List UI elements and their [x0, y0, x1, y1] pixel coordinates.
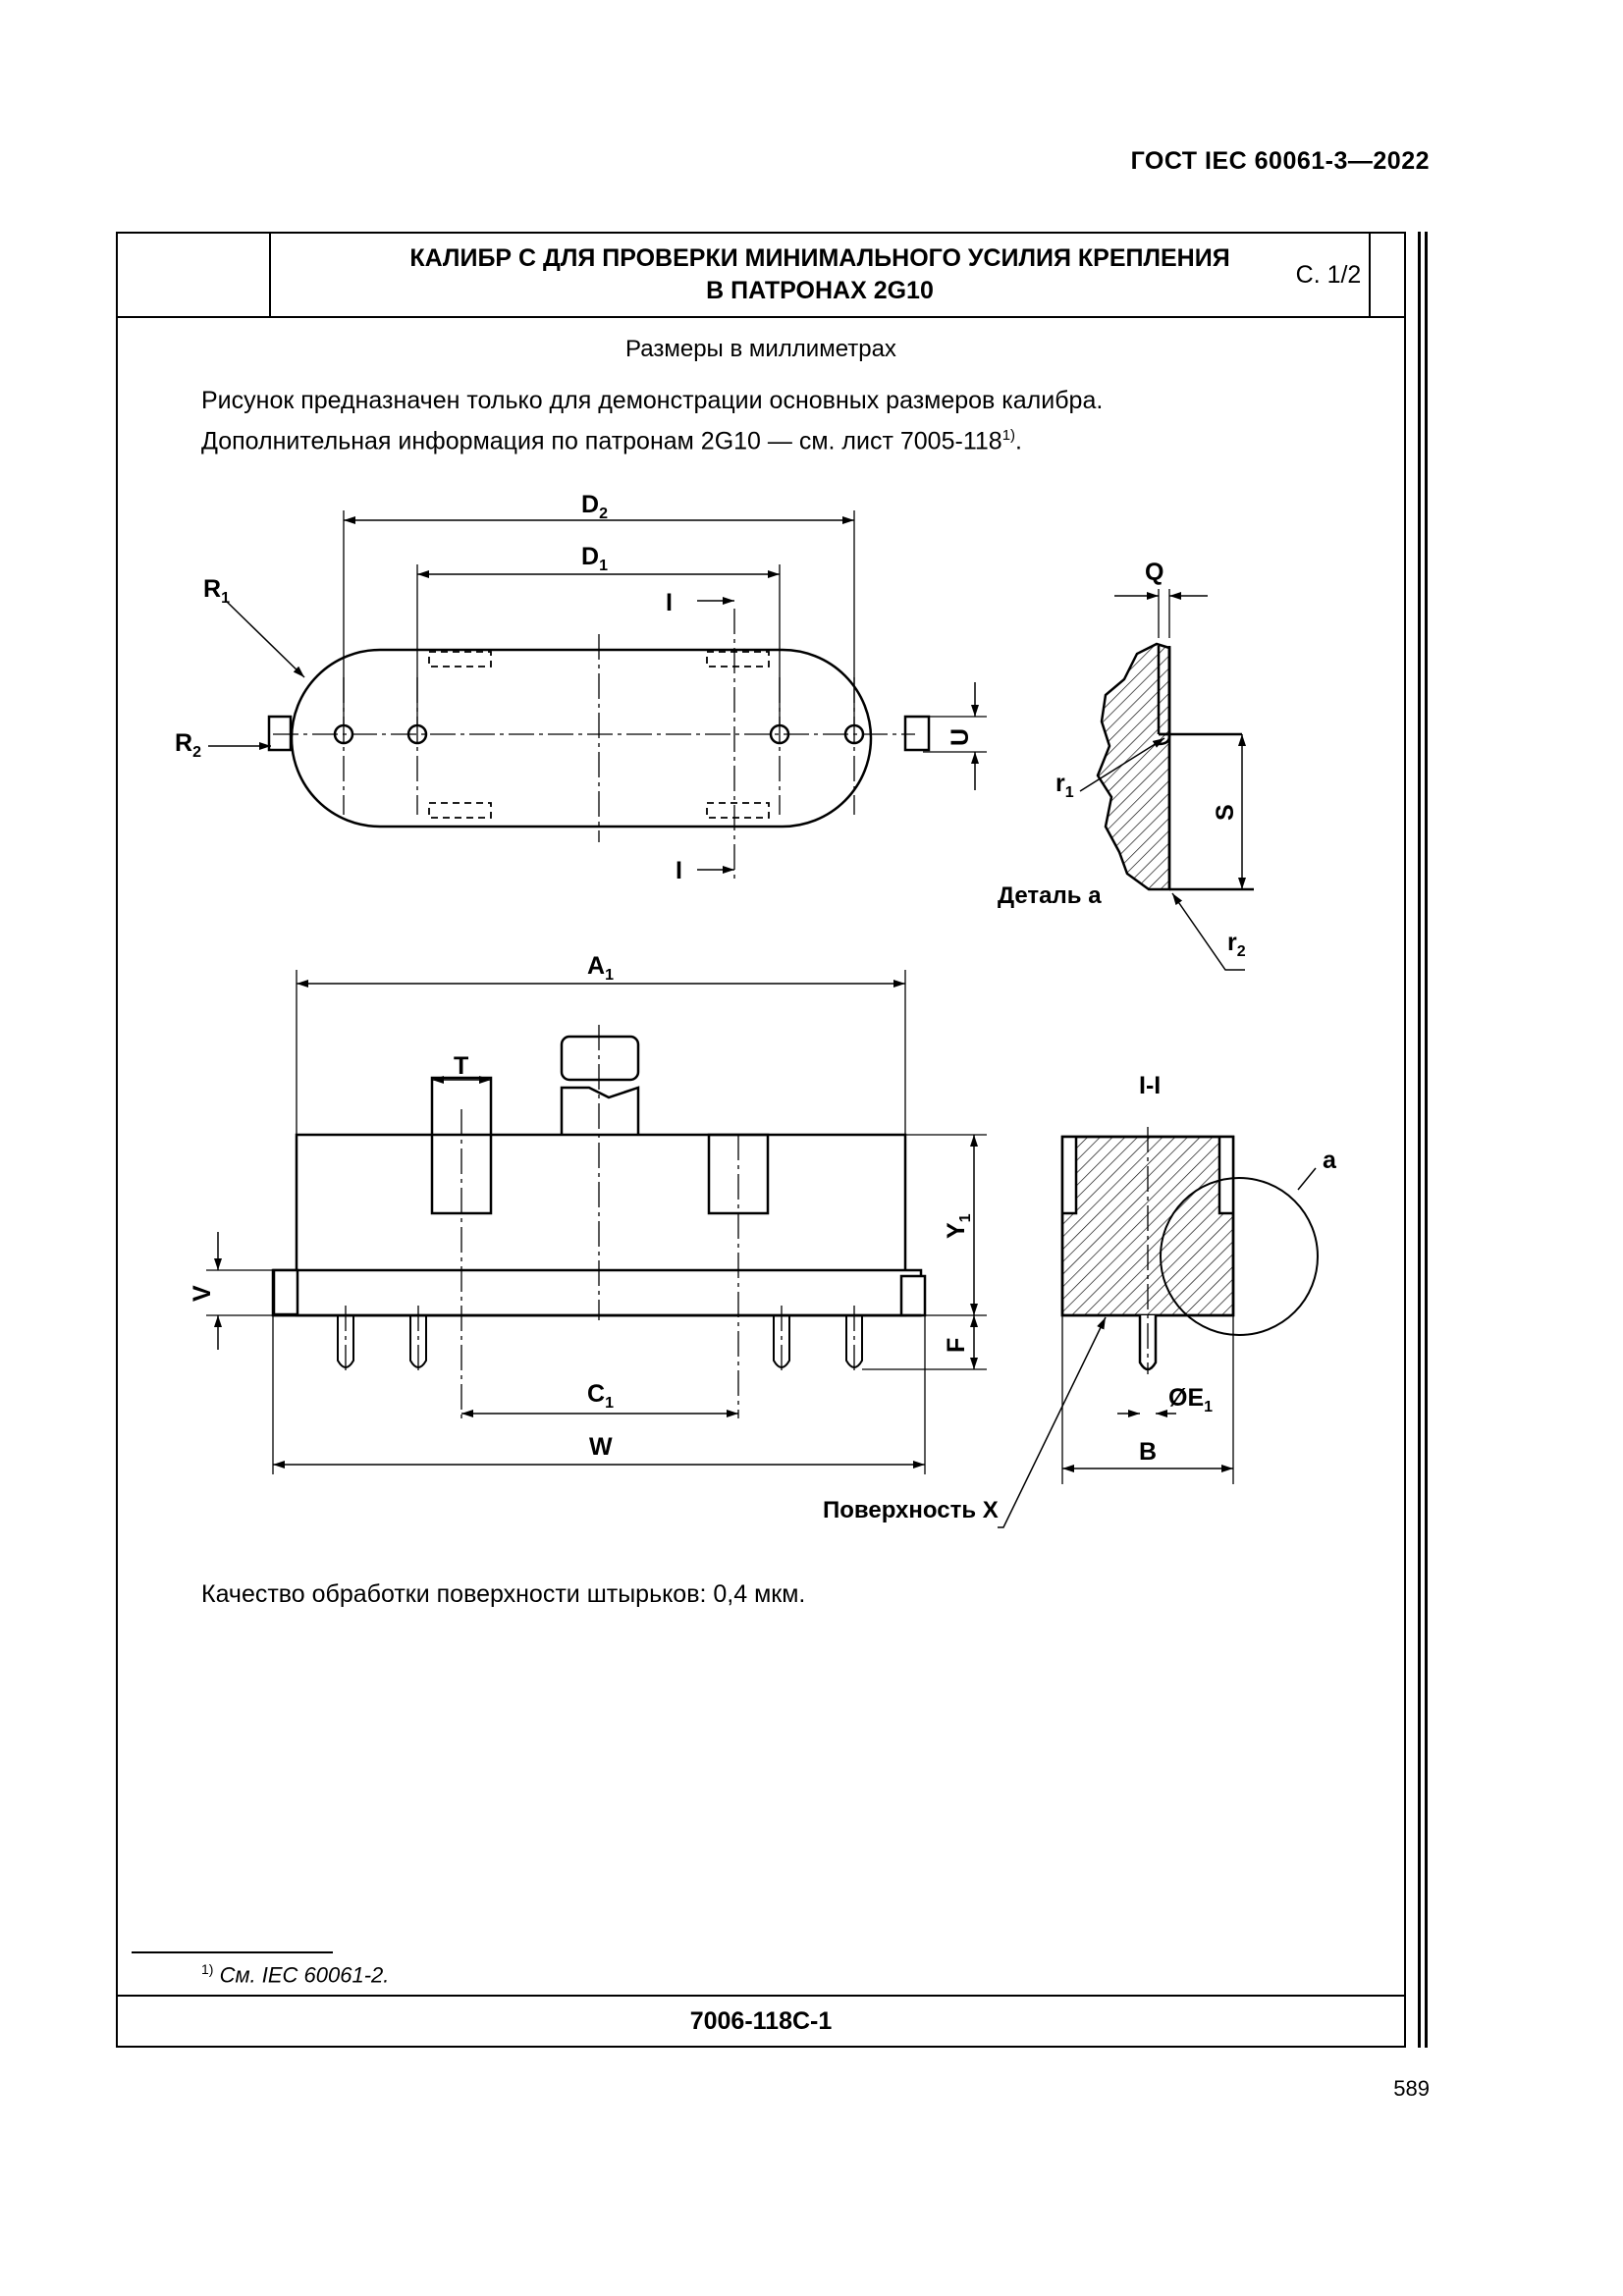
label-r1: $r_1$: [1055, 770, 1074, 801]
leader-R1: [226, 601, 304, 677]
label-W: W: [589, 1433, 613, 1461]
surface-finish-note: Качество обработки поверхности штырьков: 0,4 мкм.: [201, 1580, 806, 1608]
label-S: S: [1212, 804, 1239, 821]
label-surface-x: Поверхность X: [823, 1497, 999, 1523]
label-E1: $ØE_1$: [1168, 1384, 1214, 1415]
label-section-II: I-I: [1139, 1072, 1162, 1099]
detail-a: [1080, 589, 1254, 970]
label-U: U: [947, 727, 974, 746]
extension-lines: [344, 510, 987, 752]
sheet-number: С. 1/2: [1295, 260, 1362, 289]
tab-right: [901, 1276, 925, 1315]
page-number: 589: [1393, 2076, 1430, 2101]
centre-post-top: [562, 1037, 638, 1080]
label-A1: $A_1$: [587, 952, 614, 984]
side-view-labels: [189, 952, 974, 1461]
label-detail-a: Деталь а: [998, 882, 1102, 909]
intro-line1: Рисунок предназначен только для демонстрации основных размеров калибра.: [201, 387, 1104, 414]
units-note: Размеры в миллиметрах: [625, 336, 896, 362]
label-a: a: [1323, 1147, 1336, 1174]
label-r2: $r_2$: [1227, 929, 1246, 960]
leader-surface-x: [998, 1317, 1106, 1527]
label-V: V: [189, 1285, 216, 1302]
label-section-top: I: [666, 589, 673, 616]
label-D1: $D_1$: [581, 543, 608, 574]
leader-a: [1298, 1168, 1316, 1190]
sheet-title-line2: В ПАТРОНАХ 2G10: [706, 277, 934, 304]
label-F: F: [943, 1337, 970, 1353]
label-C1: $C_1$: [587, 1380, 614, 1412]
drawing-code: 7006-118C-1: [118, 1995, 1404, 2046]
label-B: B: [1139, 1438, 1158, 1466]
label-T: T: [454, 1052, 469, 1080]
label-R1: $R_1$: [203, 575, 230, 607]
label-R2: $R_2$: [175, 729, 201, 761]
label-section-bottom: I: [676, 857, 682, 884]
label-D2: $D_2$: [581, 491, 608, 522]
footnote-ref: 1): [1001, 427, 1016, 444]
top-view-outline: [292, 650, 871, 827]
footnote-text: См. IEC 60061-2.: [219, 1962, 390, 1988]
footnote-mark: 1): [201, 1961, 214, 1977]
label-Y1: $Y_1$: [943, 1213, 974, 1239]
label-Q: Q: [1145, 559, 1164, 586]
sheet-title-line1: КАЛИБР С ДЛЯ ПРОВЕРКИ МИНИМАЛЬНОГО УСИЛИЯ КРЕПЛЕНИЯ: [409, 244, 1230, 272]
side-pins: [338, 1315, 862, 1367]
section-I-I: [998, 1127, 1318, 1527]
top-view-pin-left: [269, 717, 291, 750]
side-center-lines: [346, 1025, 854, 1418]
standard-code: ГОСТ IEC 60061-3—2022: [1130, 147, 1430, 175]
top-view-pin-right: [905, 717, 929, 750]
intro-line2: Дополнительная информация по патронам 2G10 — см. лист 7005-118$^{1)}$.: [201, 427, 1022, 455]
centre-post: [562, 1088, 638, 1135]
side-view-base: [273, 1270, 921, 1315]
tab-left: [274, 1270, 298, 1314]
